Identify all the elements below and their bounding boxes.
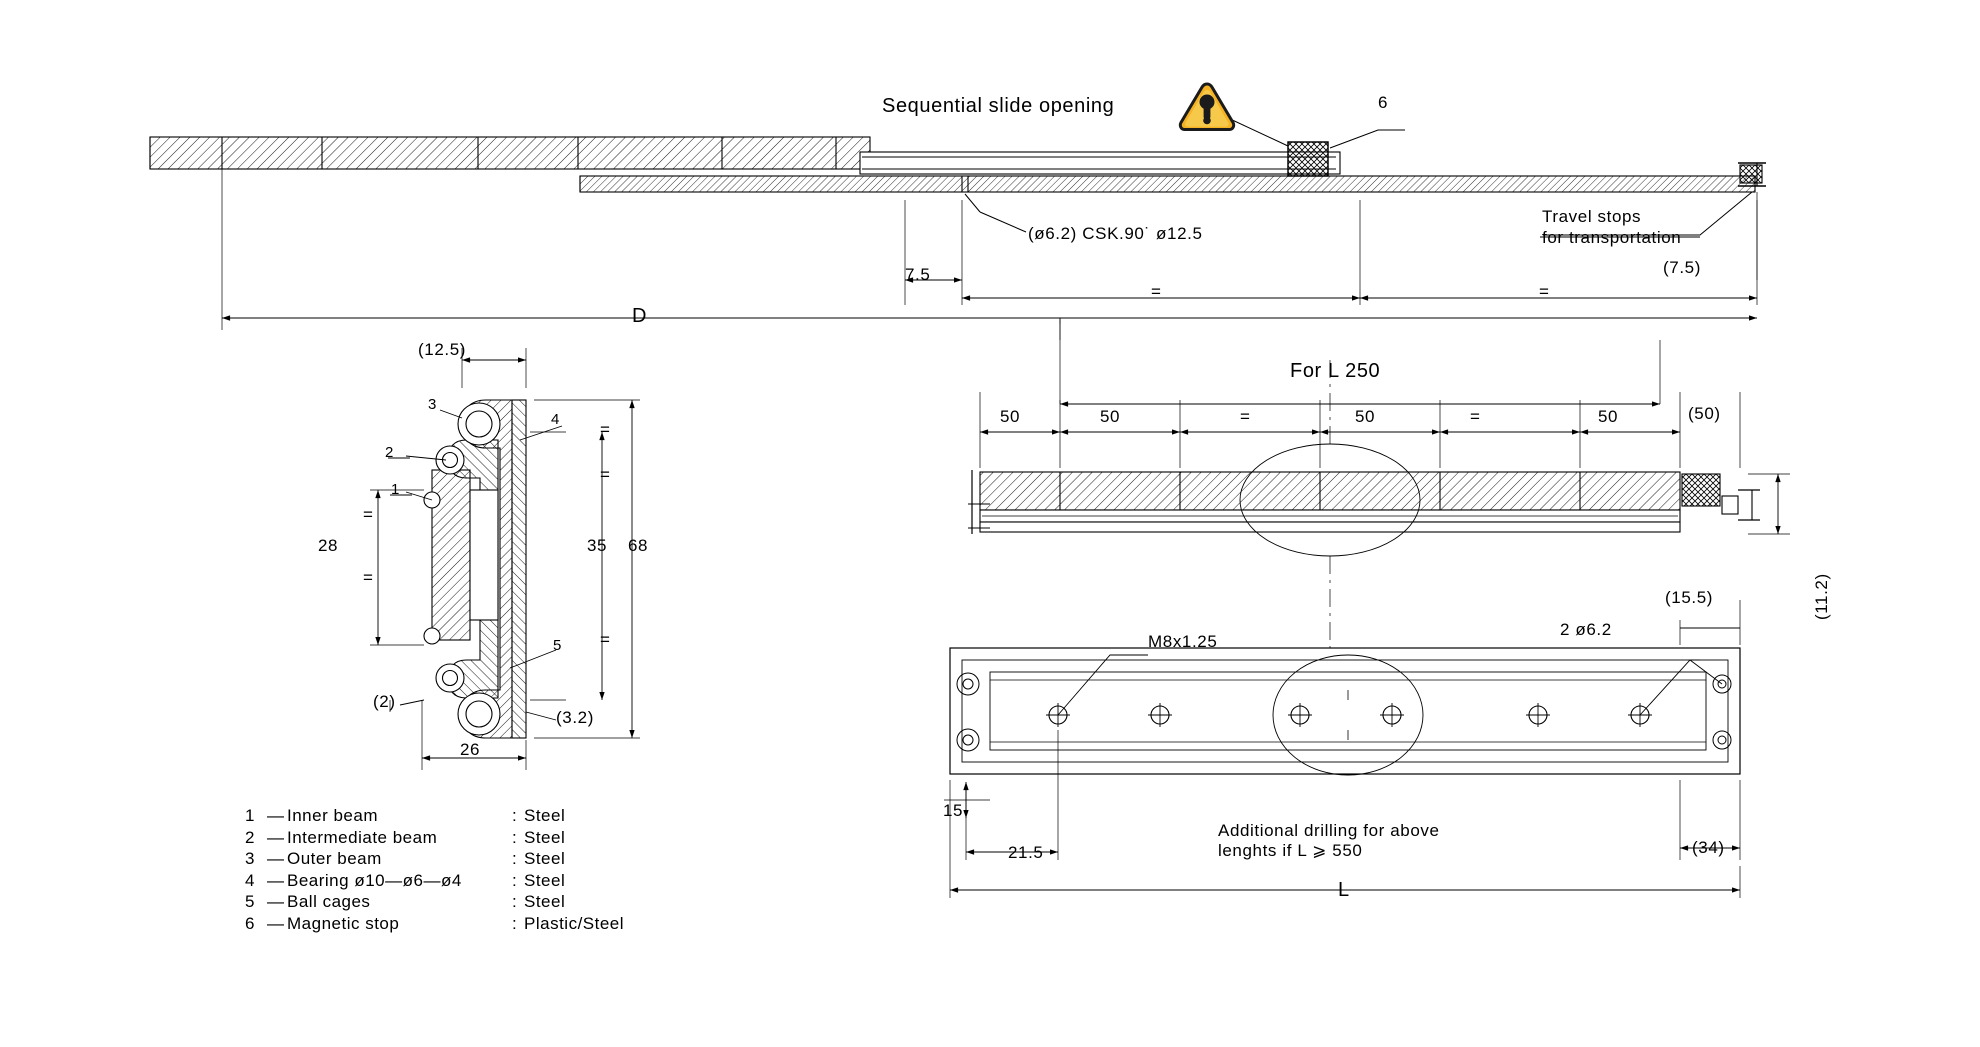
legend-colon: : — [512, 892, 518, 911]
dim-eq-left: = — [1151, 282, 1162, 301]
legend-dash: — — [267, 870, 285, 890]
legend-row — [245, 870, 624, 892]
dim-7-5-paren: (7.5) — [1663, 258, 1701, 277]
label-2-holes: 2 ø6.2 — [1560, 620, 1612, 639]
legend-colon: : — [512, 806, 518, 825]
dim-3-2: (3.2) — [556, 708, 594, 727]
dim-21-5: 21.5 — [1008, 843, 1044, 862]
pitch-eq-1: = — [1240, 407, 1251, 426]
legend-colon: : — [512, 849, 518, 868]
legend-index: 5 — [245, 892, 255, 911]
legend-row — [245, 848, 624, 870]
legend-dash: — — [267, 806, 285, 825]
label-travel-stops-1: Travel stops — [1542, 207, 1642, 226]
legend-row — [245, 913, 624, 935]
legend-name: Inner beam — [287, 806, 378, 825]
dim-eq-sec-5: = — [600, 630, 611, 649]
dim-D: D — [632, 305, 648, 327]
pitch-50-2: 50 — [1100, 407, 1121, 426]
legend-row — [245, 805, 624, 827]
pitch-50-1: 50 — [1000, 407, 1021, 426]
dim-15-5: (15.5) — [1665, 588, 1714, 607]
dim-eq-sec-4: = — [363, 568, 374, 587]
label-additional-2: lenghts if L ⩾ 550 — [1218, 841, 1363, 860]
label-m8: M8x1.25 — [1148, 632, 1218, 651]
balloon-1: 1 — [391, 481, 400, 498]
legend-dash: — — [267, 827, 285, 847]
top-outer-beam — [150, 137, 870, 169]
balloon-3: 3 — [428, 396, 437, 413]
dim-34: (34) — [1692, 838, 1725, 857]
legend-row — [245, 891, 624, 913]
top-travel-stop — [1738, 163, 1766, 186]
dim-35: 35 — [587, 536, 608, 555]
dim-eq-sec-3: = — [363, 505, 374, 524]
top-inner-beam — [580, 176, 1755, 192]
legend-index: 3 — [245, 849, 255, 868]
dim-68: 68 — [628, 536, 649, 555]
legend-name: Ball cages — [287, 892, 371, 911]
dim-2: (2) — [373, 692, 396, 711]
legend-name: Bearing ø10—ø6—ø4 — [287, 870, 462, 890]
dim-28: 28 — [318, 536, 339, 555]
pitch-50-4: 50 — [1598, 407, 1619, 426]
legend-colon: : — [512, 827, 518, 847]
dim-26: 26 — [460, 740, 481, 759]
dim-12-5: (12.5) — [418, 340, 467, 359]
pitch-50-paren: (50) — [1688, 404, 1721, 423]
label-travel-stops-2: for transportation — [1542, 228, 1682, 247]
warning-triangle-icon[interactable] — [1178, 82, 1236, 136]
label-csk-note: (ø6.2) CSK.90˙ ø12.5 — [1028, 224, 1203, 243]
pitch-eq-2: = — [1470, 407, 1481, 426]
legend-material: Steel — [524, 806, 566, 825]
legend-dash: — — [267, 849, 285, 868]
label-additional-1: Additional drilling for above — [1218, 821, 1440, 840]
legend-material: Steel — [524, 849, 566, 868]
dim-eq-right: = — [1539, 282, 1550, 301]
legend-colon: : — [512, 870, 518, 890]
balloon-5: 5 — [553, 637, 562, 654]
legend-material: Steel — [524, 892, 566, 911]
legend-index: 6 — [245, 913, 255, 933]
dim-L: L — [1338, 879, 1350, 901]
balloon-4: 4 — [551, 411, 560, 428]
legend-index: 2 — [245, 827, 255, 847]
dim-D — [222, 169, 1757, 330]
legend-material: Steel — [524, 827, 566, 847]
top-intermediate-beam — [860, 152, 1340, 174]
dim-7-5: 7.5 — [905, 265, 931, 284]
legend-material: Plastic/Steel — [524, 913, 625, 933]
legend-index: 1 — [245, 806, 255, 825]
callout-6: 6 — [1378, 93, 1389, 112]
legend-index: 4 — [245, 870, 255, 890]
legend-dash: — — [267, 913, 285, 933]
dim-11-2: (11.2) — [1812, 573, 1831, 620]
label-sequential-slide-opening: Sequential slide opening — [882, 95, 1115, 117]
legend-name: Intermediate beam — [287, 827, 438, 847]
magnetic-stop-block — [1288, 142, 1328, 176]
section-view — [370, 348, 640, 770]
dim-eq-sec-2: = — [600, 465, 611, 484]
legend-name: Magnetic stop — [287, 913, 400, 933]
label-for-l-250: For L 250 — [1290, 360, 1381, 382]
legend-colon: : — [512, 913, 518, 933]
pitch-50-3: 50 — [1355, 407, 1376, 426]
legend-name: Outer beam — [287, 849, 382, 868]
parts-legend — [245, 805, 624, 934]
dim-eq-sec-1: = — [600, 420, 611, 439]
legend-material: Steel — [524, 870, 566, 890]
dim-15: 15 — [943, 801, 964, 820]
legend-dash: — — [267, 892, 285, 911]
legend-row — [245, 827, 624, 849]
balloon-2: 2 — [385, 444, 394, 461]
